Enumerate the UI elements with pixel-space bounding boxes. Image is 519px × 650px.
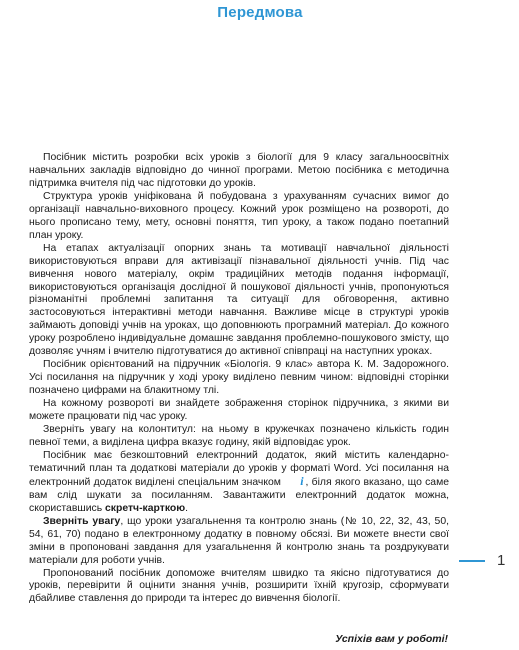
- paragraph-textbook: Посібник орієнтований на підручник «Біологія. 9 клас» автора К. М. Задорожного. Усі посилання на підручник у ході уроку виділено певним чином: відповідні сторінки позначено цифрами на блакитному тлі.: [29, 359, 449, 397]
- paragraph-structure: Структура уроків уніфікована й побудована з урахуванням сучасних вимог до організації навчально-виховного процесу. Кожний урок розміщено на розвороті, до нього прописано тему, мету, основні поняття, тип уроку, а також подано поетапний план уроку.: [29, 190, 449, 241]
- page-number-marker: [459, 560, 485, 562]
- paragraph-intro: Посібник містить розробки всіх уроків з біології для 9 класу загальноосвітніх навчальних закладів відповідно до чинної програми. Метою посібника є методична підтримка вчителя під час підготовки до уроків.: [29, 152, 449, 189]
- page-number: 1: [497, 552, 506, 569]
- closing-wish: Успіхів вам у роботі!: [335, 633, 448, 645]
- attention-label: Зверніть увагу: [43, 515, 121, 527]
- paragraph-attention: [29, 516, 449, 568]
- digital-text-part1: Посібник має безкоштовний електронний додаток, який містить календарно-тематичний план та додаткові матеріали до уроків у форматі Word. Усі посилання на електронний додаток виділені спеціальним значком: [29, 449, 449, 488]
- digital-text-part2: , біля якого вказано, що саме вам слід шукати за посиланням. Завантажити електронний додаток можна, скориставшись: [29, 476, 449, 514]
- paragraph-final: Пропонований посібник допоможе вчителям швидко та якісно підготуватися до уроків, перевірити й оцінити знання учнів, розширити їхній кругозір, сформувати дбайливе ставлення до природи та інтерес до вивчення біології.: [29, 567, 449, 605]
- paragraph-header-note: Зверніть увагу на колонтитул: на ньому в кружечках позначено кількість годин певної теми, а виділена цифра вказує годину, якій відповідає урок.: [29, 424, 449, 448]
- body-text: [29, 152, 449, 606]
- attention-text: , що уроки узагальнення та контролю знань (№ 10, 22, 32, 43, 50, 54, 61, 70) подано в електронному додатку в повному обсязі. Ви можете внести свої зміни в пропоновані завдання для узагальнення й контролю знань та роздрукувати матеріали для роботи учнів.: [29, 515, 449, 566]
- paragraph-digital-supplement: [29, 450, 449, 516]
- scratch-card-term: скретч-карткою: [105, 502, 186, 514]
- paragraph-spreads: На кожному розвороті ви знайдете зображення сторінок підручника, з якими ви можете працювати під час уроку.: [29, 398, 449, 423]
- digital-text-part3: .: [185, 502, 189, 514]
- paragraph-methods: На етапах актуалізації опорних знань та мотивації навчальної діяльності використовуються вправи для активізації пізнавальної діяльності учнів. Під час вивчення нового матеріалу, окрім традиційних методів подання інформації, використовуються організація дослідної й пошукової діяльності учнів, пропонуються різноманітні проблемні запитання та ситуації для обговорення, активно застосовуються інтерактивні методи навчання. Важливе місце в структурі уроків займають доповіді учнів на уроках, що доповнюють програмний матеріал. До кожного уроку розроблено індивідуальне домашнє завдання проблемно-пошукового змісту, що дозволяє учням і вчителю підготуватися до активної співпраці на наступних уроках.: [29, 242, 449, 358]
- info-icon: i: [300, 473, 304, 488]
- page-title: Передмова: [217, 4, 303, 21]
